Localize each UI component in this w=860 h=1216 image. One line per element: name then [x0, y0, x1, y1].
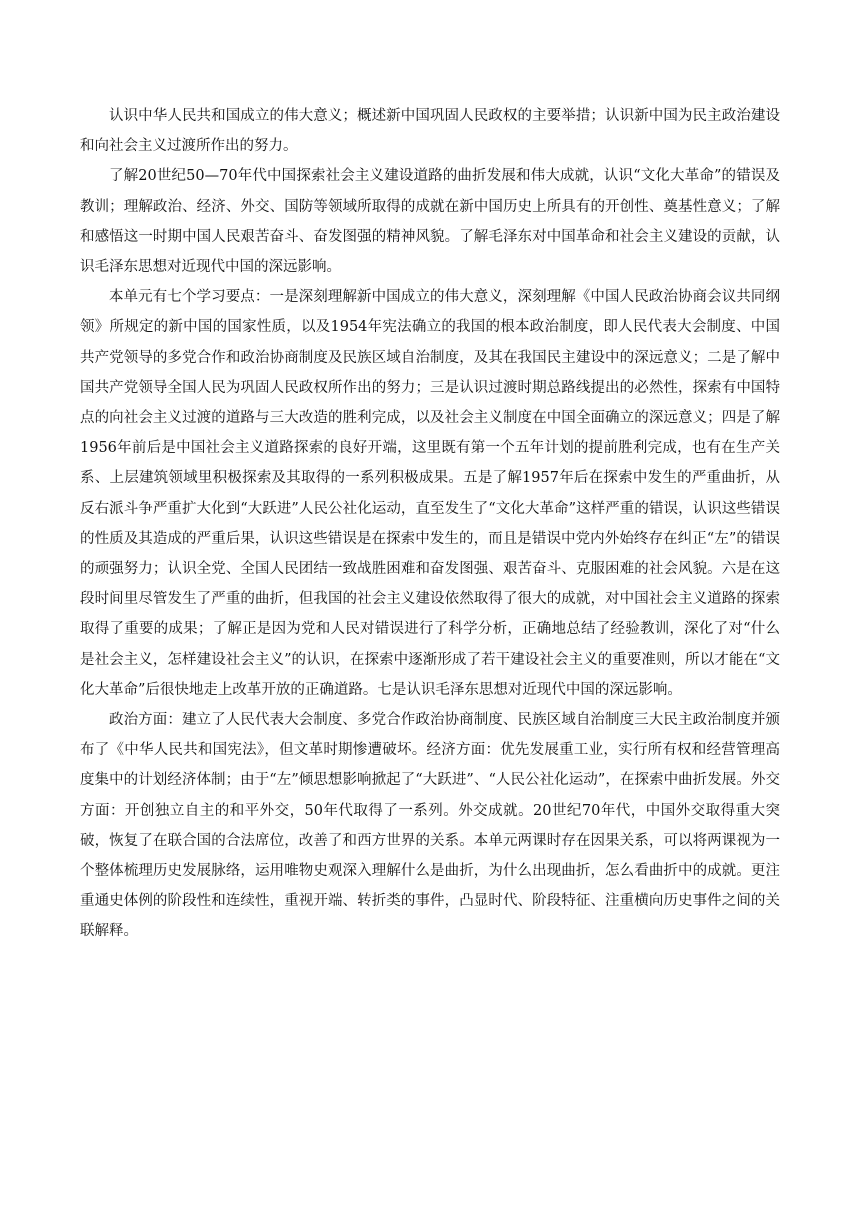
paragraph-learning-goal-founding: 认识中华人民共和国成立的伟大意义；概述新中国巩固人民政权的主要举措；认识新中国为民主政治建设和向社会主义过渡所作出的努力。: [80, 108, 780, 155]
paragraph-seven-key-points: 本单元有七个学习要点：一是深刻理解新中国成立的伟大意义，深刻理解《中国人民政治协商会议共同纲领》所规定的新中国的国家性质，以及1954年宪法确立的我国的根本政治制度，即人民代表大会制度、中国共产党领导的多党合作和政治协商制度及民族区域自治制度，及其在我国民主建设中的深远意义；二是了解中国共产党领导全国人民为巩固人民政权所作出的努力；三是认识过渡时期总路线提出的必然性，探索有中国特点的向社会主义过渡的道路与三大改造的胜利完成，以及社会主义制度在中国全面确立的深远意义；四是了解1956年前后是中国社会主义道路探索的良好开端，这里既有第一个五年计划的提前胜利完成，也有在生产关系、上层建筑领域里积极探索及其取得的一系列积极成果。五是了解1957年后在探索中发生的严重曲折，从反右派斗争严重扩大化到“大跃进”人民公社化运动，直至发生了“文化大革命”这样严重的错误，认识这些错误的性质及其造成的严重后果，认识这些错误是在探索中发生的，而且是错误中党内外始终存在纠正“左”的错误的顽强努力；认识全党、全国人民团结一致战胜困难和奋发图强、艰苦奋斗、克服困难的社会风貌。六是在这段时间里尽管发生了严重的曲折，但我国的社会主义建设依然取得了很大的成就，对中国社会主义道路的探索取得了重要的成果；了解正是因为党和人民对错误进行了科学分析，正确地总结了经验教训，深化了对“什么是社会主义，怎样建设社会主义”的认识，在探索中逐渐形成了若干建设社会主义的重要准则，所以才能在“文化大革命”后很快地走上改革开放的正确道路。七是认识毛泽东思想对近现代中国的深远影响。: [80, 289, 780, 698]
document-page: [80, 101, 780, 947]
paragraph-unit-summary: 政治方面：建立了人民代表大会制度、多党合作政治协商制度、民族区域自治制度三大民主政治制度并颁布了《中华人民共和国宪法》，但文革时期惨遭破坏。经济方面：优先发展重工业，实行所有权和经营管理高度集中的计划经济体制；由于“左”倾思想影响掀起了“大跃进”、“人民公社化运动”，在探索中曲折发展。外交方面：开创独立自主的和平外交，50年代取得了一系列。外交成就。20世纪70年代，中国外交取得重大突破，恢复了在联合国的合法席位，改善了和西方世界的关系。本单元两课时存在因果关系，可以将两课视为一个整体梳理历史发展脉络，运用唯物史观深入理解什么是曲折，为什么出现曲折，怎么看曲折中的成就。更注重通史体例的阶段性和连续性，重视开端、转折类的事件，凸显时代、阶段特征、注重横向历史事件之间的关联解释。: [80, 712, 780, 940]
paragraph-learning-goal-exploration: 了解20世纪50—70年代中国探索社会主义建设道路的曲折发展和伟大成就，认识“文化大革命”的错误及教训；理解政治、经济、外交、国防等领域所取得的成就在新中国历史上所具有的开创性、奠基性意义；了解和感悟这一时期中国人民艰苦奋斗、奋发图强的精神风貌。了解毛泽东对中国革命和社会主义建设的贡献，认识毛泽东思想对近现代中国的深远影响。: [80, 168, 780, 276]
